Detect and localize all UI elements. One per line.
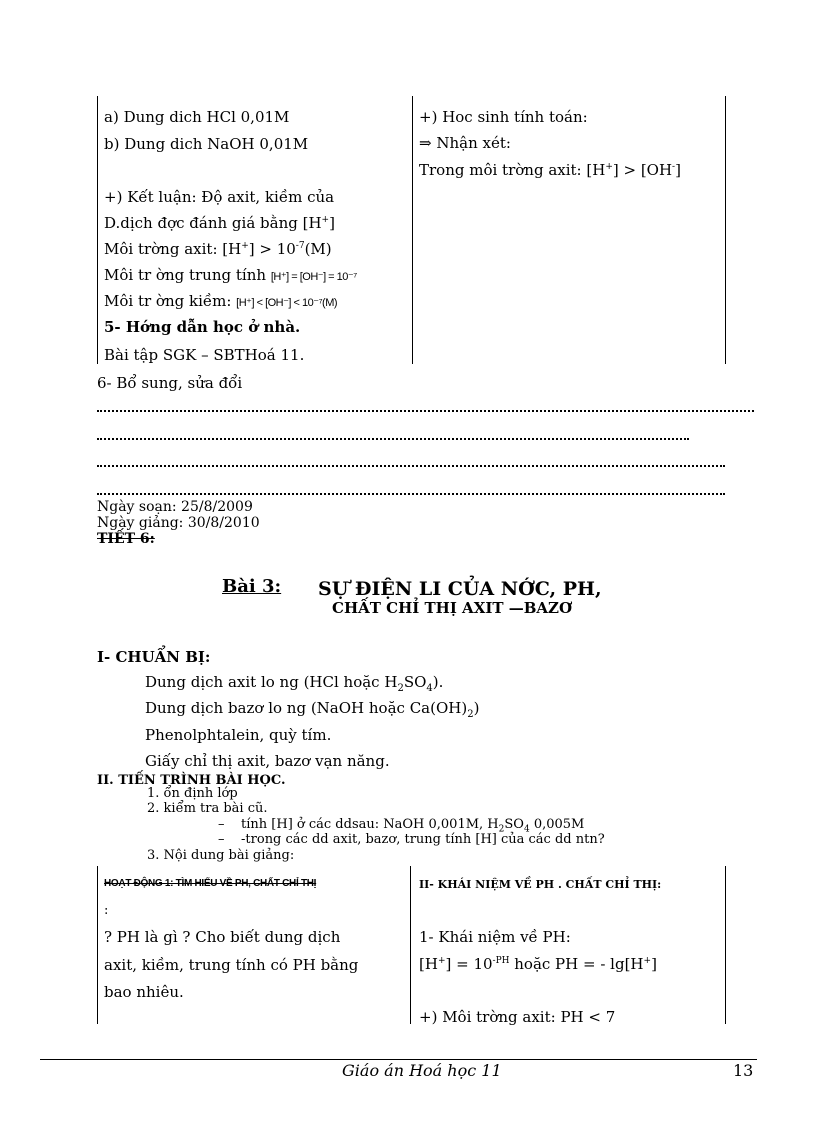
bullet-1-mid: SO [504,817,524,832]
table1-right-border [725,96,726,364]
date-taught: Ngày giảng: 30/8/2010 [97,515,260,531]
sub: 2 [498,824,505,835]
lesson-number: Bài 3: [222,576,282,597]
table1-right-line-2: ⇒ Nhận xét: [419,134,511,152]
table1-left-line-4-text: D.dịch đợc đánh giá bằng [H [104,214,322,232]
table1-left-line-9: Bài tập SGK – SBTHoá 11. [104,346,305,364]
prep-item-2 [145,699,479,720]
prep-item-2-text: Dung dịch bazơ lo ng (NaOH hoặc Ca(OH) [145,699,468,717]
period-label: TIẾT 6: [97,531,155,547]
so-text: SO [403,673,427,691]
acid-unit: (M) [304,240,332,258]
ph-formula-d: ] [651,955,657,973]
footer-rule [40,1059,757,1060]
minus-sup: - [672,162,676,172]
neutral-formula: [H⁺] = [OH⁻] = 10⁻⁷ [270,271,357,283]
acid-compare-rel: ] > [OH [612,161,673,179]
acid-relation: ] > 10 [248,240,296,258]
lesson-title-line1: SỰ ĐIỆN LI CỦA NỚC, PH, [318,578,602,600]
prep-item-3: Phenolphtalein, quỳ tím. [145,726,332,744]
table2-middle-border [410,866,411,1024]
table1-left-line-1: a) Dung dich HCl 0,01M [104,108,290,126]
table1-left-line-4 [104,214,335,232]
plus-sup: + [605,162,613,172]
table1-left-line-3: +) Kết luận: Độ axit, kiềm của [104,188,335,206]
activity-colon: : [104,903,109,918]
footer-title: Giáo án Hoá học 11 [342,1061,502,1080]
activity-heading: HOẠT ĐỘNG 1: TÌM HIỂU VỀ PH, CHẤT CHỈ THỊ [104,878,317,889]
acid-compare-label: Trong môi trờng axit: [H [419,161,606,179]
table1-middle-border [412,96,413,364]
table2-left-border [97,866,98,1024]
prep-item-1 [145,673,443,694]
acid-compare-close: ] [675,161,681,179]
table1-right-line-1: +) Hoc sinh tính toán: [419,108,588,126]
prep-item-4: Giấy chỉ thị axit, bazơ vạn năng. [145,752,390,770]
bullet-2-text: -trong các dd axit, bazơ, trung tính [H] của các dd ntn? [241,832,605,847]
sub: 2 [467,709,474,720]
dotted-line-2 [97,434,689,440]
table1-left-line-6 [104,266,357,284]
dash-marker: – [218,817,242,832]
base-label: Môi tr ờng kiềm: [104,292,232,310]
bracket-close: ] [329,214,335,232]
lesson-title-line2: CHẤT CHỈ THỊ AXIT —BAZƠ [332,599,573,617]
dash-marker: – [218,832,242,847]
table1-left-line-7 [104,292,337,310]
process-item-2: 2. kiểm tra bài cũ. [147,801,268,816]
process-item-1: 1. ổn định lớp [147,786,238,801]
dotted-line-4 [97,489,725,495]
table1-left-line-5 [104,240,332,258]
table2-right-border [725,866,726,1024]
bullet-1-text: tính [H] ở các ddsau: NaOH 0,001M, H [241,817,499,832]
sub: 4 [523,824,530,835]
concept-line-2: +) Môi trờng axit: PH < 7 [419,1008,616,1026]
acid-label: Môi trờng axit: [H [104,240,242,258]
section1-heading: I- CHUẨN BỊ: [97,648,211,666]
question-line-3: bao nhiêu. [104,983,184,1001]
question-line-2: axit, kiềm, trung tính có PH bằng [104,956,359,974]
plus-sup: + [321,215,330,225]
supplement-heading: 6- Bổ sung, sửa đổi [97,374,243,392]
prep-item-1-text: Dung dịch axit lo ng (HCl hoặc H [145,673,398,691]
table1-left-border [97,96,98,364]
plus-sup: + [241,241,249,251]
neutral-label: Môi tr ờng trung tính [104,266,267,284]
concept-heading: II- KHÁI NIỆM VỀ PH . CHẤT CHỈ THỊ: [419,878,662,891]
sub: 4 [426,683,433,694]
page-number: 13 [733,1061,754,1080]
prep-item-2-end: ) [473,699,480,717]
base-formula: [H⁺] < [OH⁻] < 10⁻⁷(M) [236,297,338,309]
dotted-line-1 [97,406,754,412]
homework-label: 5- Hớng dẫn học ở nhà. [104,318,301,336]
ph-exponent: -PH [492,956,510,966]
ph-formula-b: ] = 10 [445,955,493,973]
question-line-1: ? PH là gì ? Cho biết dung dịch [104,928,341,946]
table1-right-line-3 [419,161,681,179]
section2-heading: II. TIẾN TRÌNH BÀI HỌC. [97,773,286,788]
table1-left-line-8 [104,318,300,336]
process-item-3: 3. Nội dung bài giảng: [147,848,295,863]
date-prepared: Ngày soạn: 25/8/2009 [97,499,253,515]
process-bullet-2 [218,832,605,847]
sub: 2 [397,683,404,694]
bullet-1-end: 0,005M [529,817,585,832]
ph-formula-a: [H [419,955,438,973]
dotted-line-3 [97,461,725,467]
prep-item-1-end: ). [432,673,444,691]
concept-line-1: 1- Khái niệm về PH: [419,928,571,946]
ph-formula-c: hoặc PH = - lg[H [509,955,644,973]
ph-formula [419,955,657,973]
acid-exponent: -7 [295,241,305,251]
plus-sup: + [437,956,446,966]
plus-sup: + [643,956,652,966]
table1-left-line-2: b) Dung dich NaOH 0,01M [104,135,309,153]
